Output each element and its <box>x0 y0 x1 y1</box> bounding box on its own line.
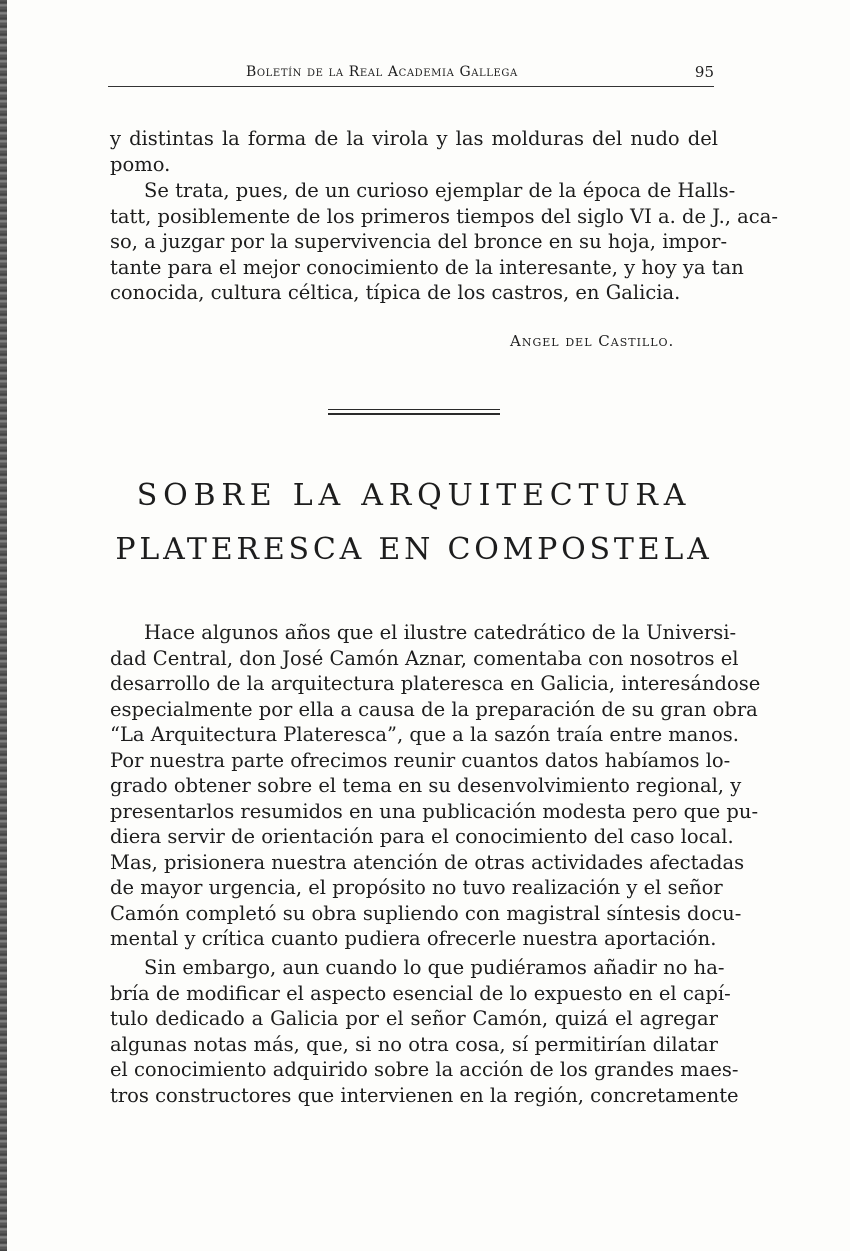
author-signature: Angel del Castillo. <box>510 332 675 350</box>
text-line: dad Central, don José Camón Aznar, comentaba con nosotros el <box>110 646 739 670</box>
text-line: Hace algunos años que el ilustre catedrático de la Universi- <box>144 621 737 644</box>
text-line: so, a juzgar por la supervivencia del bronce en su hoja, impor- <box>110 230 728 253</box>
text-line: Se trata, pues, de un curioso ejemplar de la época de Halls- <box>144 179 736 202</box>
text-line: Mas, prisionera nuestra atención de otras actividades afectadas <box>110 850 745 874</box>
text-line: tante para el mejor conocimiento de la interesante, y hoy ya tan <box>110 255 744 279</box>
text-line: conocida, cultura céltica, típica de los castros, en Galicia. <box>110 281 681 304</box>
text-line: especialmente por ella a causa de la preparación de su gran obra <box>110 697 758 721</box>
text-line: Camón completó su obra supliendo con magistral síntesis docu- <box>110 901 742 925</box>
text-line: Sin embargo, aun cuando lo que pudiéramos añadir no ha- <box>144 956 725 979</box>
text-line: Por nuestra parte ofrecimos reunir cuantos datos habíamos lo- <box>110 748 731 772</box>
text-line: tatt, posiblemente de los primeros tiempos del siglo VI a. de J., aca- <box>110 204 778 228</box>
previous-article-paragraph-2 <box>110 178 778 306</box>
text-line: “La Arquitectura Plateresca”, que a la sazón traía entre manos. <box>110 723 739 746</box>
page-binding-edge <box>0 0 7 1251</box>
text-line: y distintas la forma de la virola y las molduras del nudo del <box>110 127 718 150</box>
text-line: grado obtener sobre el tema en su desenvolvimiento regional, y <box>110 774 742 797</box>
text-line: diera servir de orientación para el conocimiento del caso local. <box>110 825 734 848</box>
article-paragraph-1 <box>110 620 761 952</box>
text-line: de mayor urgencia, el propósito no tuvo realización y el señor <box>110 876 723 899</box>
text-line: tros constructores que intervienen en la región, concretamente <box>110 1083 739 1107</box>
section-divider-rule <box>328 409 500 419</box>
text-line: tulo dedicado a Galicia por el señor Camón, quizá el agregar <box>110 1007 718 1030</box>
article-title-line-2: PLATERESCA EN COMPOSTELA <box>115 532 713 567</box>
text-line: algunas notas más, que, si no otra cosa, sí permitirían dilatar <box>110 1032 718 1056</box>
text-line: pomo. <box>110 152 171 176</box>
article-paragraph-2 <box>110 955 739 1108</box>
running-header <box>108 62 714 87</box>
text-line: presentarlos resumidos en una publicación modesta pero que pu- <box>110 799 759 823</box>
text-line: desarrollo de la arquitectura plateresca en Galicia, interesándose <box>110 672 761 695</box>
article-title-line-1: SOBRE LA ARQUITECTURA <box>136 478 692 513</box>
text-line: bría de modificar el aspecto esencial de lo expuesto en el capí- <box>110 981 731 1005</box>
text-line: el conocimiento adquirido sobre la acción de los grandes maes- <box>110 1058 739 1081</box>
previous-article-paragraph-1 <box>110 126 718 177</box>
running-title: Boletín de la Real Academia Gallega <box>246 64 518 80</box>
text-line: mental y crítica cuanto pudiera ofrecerle nuestra aportación. <box>110 927 717 950</box>
page-number: 95 <box>694 63 714 81</box>
